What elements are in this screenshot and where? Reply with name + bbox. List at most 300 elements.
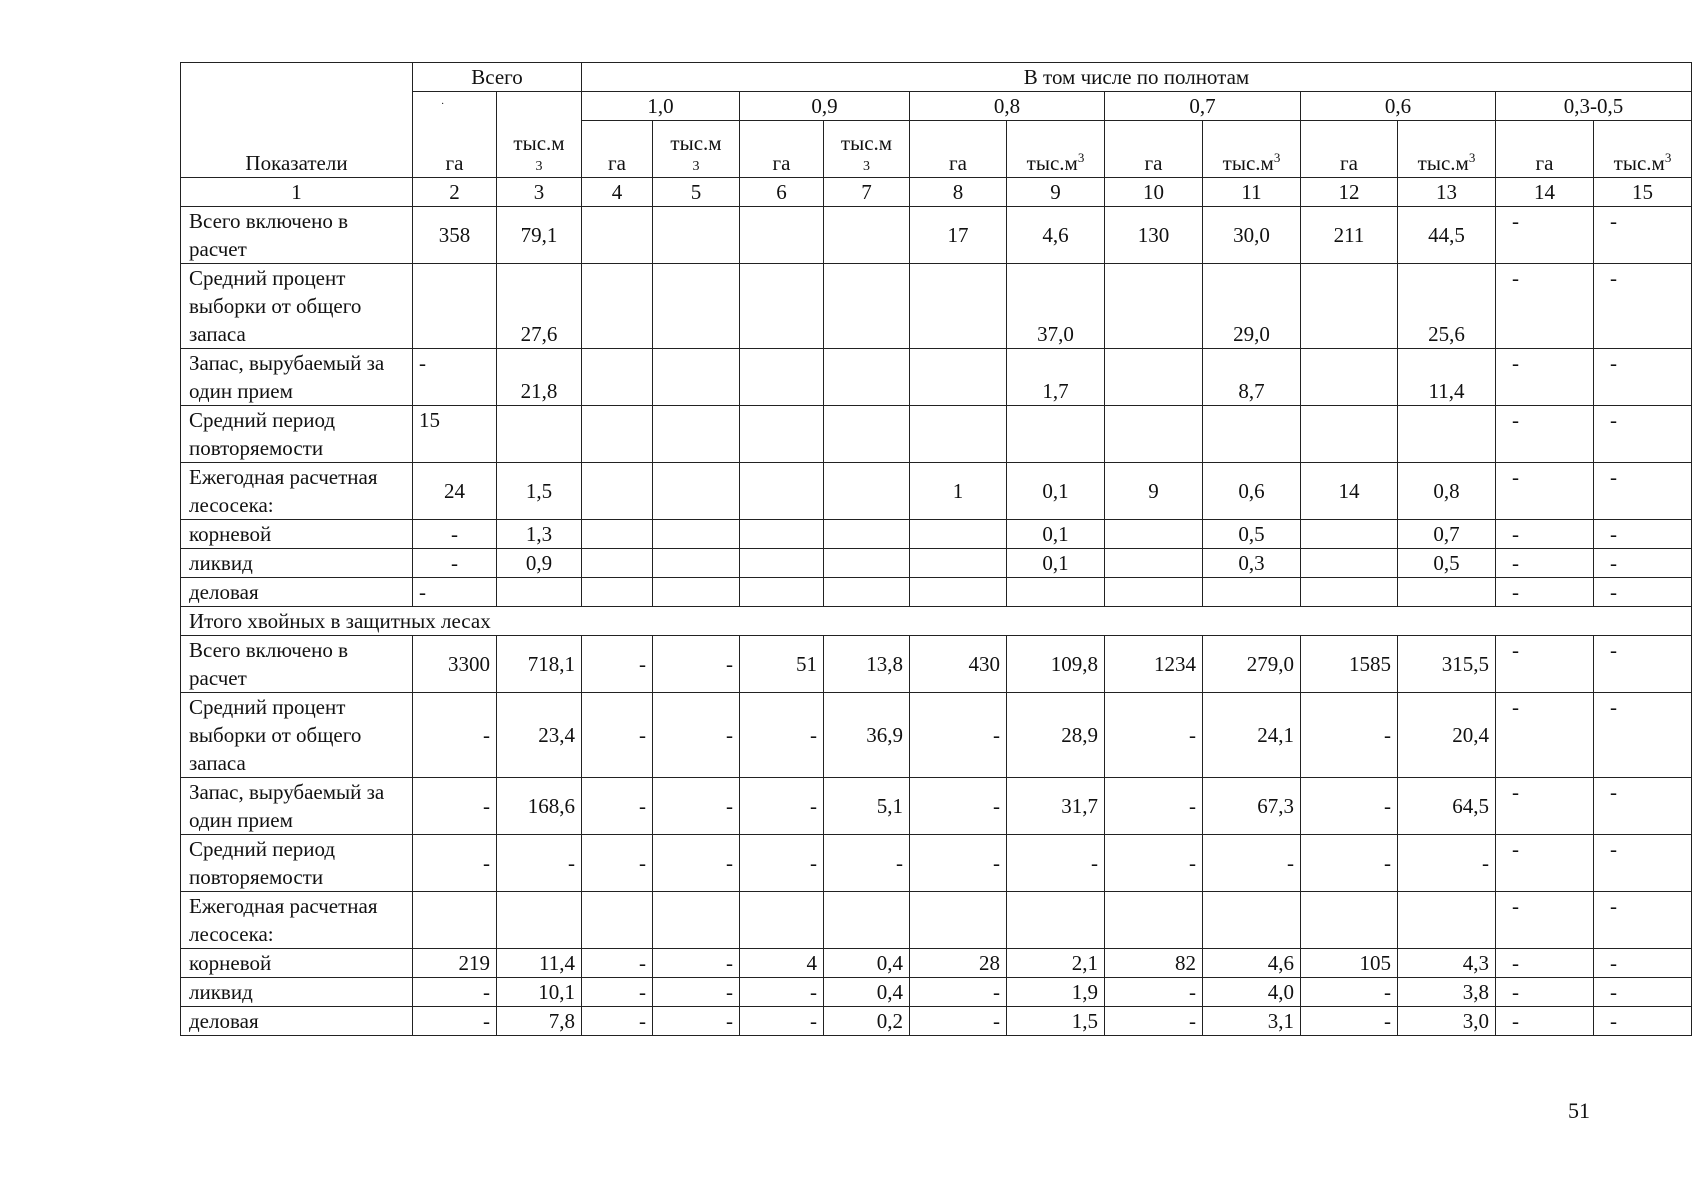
table-cell: 5,1 bbox=[824, 778, 910, 835]
table-row bbox=[181, 892, 1692, 949]
table-cell: 23,4 bbox=[497, 693, 582, 778]
table-cell bbox=[582, 549, 653, 578]
table-cell bbox=[582, 264, 653, 349]
table-cell bbox=[1105, 406, 1203, 463]
table-cell: - bbox=[824, 835, 910, 892]
table-cell: 13,8 bbox=[824, 636, 910, 693]
table-row bbox=[181, 207, 1692, 264]
table-cell: - bbox=[1301, 693, 1398, 778]
table-cell: - bbox=[653, 778, 740, 835]
table-cell bbox=[740, 578, 824, 607]
row-label: Всего включено в расчет bbox=[181, 636, 413, 693]
table-cell: - bbox=[1105, 978, 1203, 1007]
table-cell bbox=[824, 264, 910, 349]
table-cell bbox=[910, 349, 1007, 406]
table-cell: - bbox=[1496, 949, 1594, 978]
row-label: ликвид bbox=[181, 978, 413, 1007]
table-cell: 130 bbox=[1105, 207, 1203, 264]
table-cell: 64,5 bbox=[1398, 778, 1496, 835]
table-cell: - bbox=[1594, 693, 1692, 778]
table-cell: 7,8 bbox=[497, 1007, 582, 1036]
table-cell bbox=[740, 463, 824, 520]
column-numbers-row bbox=[181, 178, 1692, 207]
table-cell: - bbox=[1594, 949, 1692, 978]
table-cell: 1,5 bbox=[497, 463, 582, 520]
table-cell: 1,9 bbox=[1007, 978, 1105, 1007]
table-cell: 11,4 bbox=[1398, 349, 1496, 406]
table-cell bbox=[824, 406, 910, 463]
col-number: 4 bbox=[582, 178, 653, 207]
table-cell: - bbox=[413, 1007, 497, 1036]
table-cell: 79,1 bbox=[497, 207, 582, 264]
unit-ths-split: тыс.м 3 bbox=[653, 121, 740, 178]
table-cell: 3300 bbox=[413, 636, 497, 693]
table-cell: - bbox=[1594, 463, 1692, 520]
row-label: Средний период повторяемости bbox=[181, 406, 413, 463]
table-cell: - bbox=[910, 1007, 1007, 1036]
table-body-block-2 bbox=[181, 636, 1692, 1036]
table-cell: - bbox=[413, 549, 497, 578]
table-row bbox=[181, 549, 1692, 578]
table-cell: - bbox=[1594, 207, 1692, 264]
table-cell: 0,5 bbox=[1398, 549, 1496, 578]
table-cell bbox=[653, 207, 740, 264]
header-total: Всего bbox=[413, 63, 582, 92]
table-cell bbox=[1398, 892, 1496, 949]
table-cell: 358 bbox=[413, 207, 497, 264]
table-cell: - bbox=[1007, 835, 1105, 892]
row-label: Всего включено в расчет bbox=[181, 207, 413, 264]
row-label: корневой bbox=[181, 520, 413, 549]
table-cell bbox=[824, 549, 910, 578]
table-cell: - bbox=[1594, 835, 1692, 892]
unit-ths: $тыс.м^3$ bbox=[1398, 121, 1496, 178]
col-number: 15 bbox=[1594, 178, 1692, 207]
table-cell: - bbox=[1594, 636, 1692, 693]
unit-ha: га bbox=[740, 121, 824, 178]
table-cell bbox=[910, 520, 1007, 549]
table-cell: - bbox=[1496, 835, 1594, 892]
table-cell: 31,7 bbox=[1007, 778, 1105, 835]
table-cell: - bbox=[1301, 978, 1398, 1007]
table-row bbox=[181, 1007, 1692, 1036]
table-cell bbox=[653, 520, 740, 549]
table-cell bbox=[582, 207, 653, 264]
unit-ha: га bbox=[1105, 121, 1203, 178]
table-cell: - bbox=[413, 778, 497, 835]
table-cell: - bbox=[1398, 835, 1496, 892]
table-cell bbox=[740, 406, 824, 463]
table-row bbox=[181, 578, 1692, 607]
table-cell bbox=[740, 520, 824, 549]
table-cell bbox=[1007, 578, 1105, 607]
table-cell: 14 bbox=[1301, 463, 1398, 520]
table-cell bbox=[1105, 549, 1203, 578]
table-cell: 315,5 bbox=[1398, 636, 1496, 693]
table-cell: - bbox=[1496, 778, 1594, 835]
table-cell: - bbox=[653, 693, 740, 778]
table-cell: 219 bbox=[413, 949, 497, 978]
unit-ha: га bbox=[1496, 121, 1594, 178]
table-cell bbox=[1007, 892, 1105, 949]
table-cell bbox=[824, 520, 910, 549]
table-row bbox=[181, 264, 1692, 349]
density-0-6: 0,6 bbox=[1301, 92, 1496, 121]
table-cell bbox=[582, 520, 653, 549]
table-cell: - bbox=[1594, 778, 1692, 835]
table-cell: 37,0 bbox=[1007, 264, 1105, 349]
table-row bbox=[181, 349, 1692, 406]
forest-use-table bbox=[180, 62, 1692, 1036]
table-cell: - bbox=[1105, 1007, 1203, 1036]
table-cell: 27,6 bbox=[497, 264, 582, 349]
table-cell: 36,9 bbox=[824, 693, 910, 778]
table-cell: - bbox=[1594, 578, 1692, 607]
row-label: Запас, вырубаемый за один прием bbox=[181, 349, 413, 406]
header-indicators: Показатели bbox=[181, 63, 413, 178]
table-row bbox=[181, 693, 1692, 778]
table-cell: 718,1 bbox=[497, 636, 582, 693]
table-cell: - bbox=[1496, 578, 1594, 607]
table-cell bbox=[740, 207, 824, 264]
table-cell: 4,3 bbox=[1398, 949, 1496, 978]
table-cell: - bbox=[1594, 406, 1692, 463]
header-including: В том числе по полнотам bbox=[582, 63, 1692, 92]
col-number: 9 bbox=[1007, 178, 1105, 207]
table-cell bbox=[910, 549, 1007, 578]
table-cell: 51 bbox=[740, 636, 824, 693]
table-cell bbox=[582, 349, 653, 406]
table-cell bbox=[1398, 406, 1496, 463]
table-cell bbox=[740, 549, 824, 578]
table-cell bbox=[740, 892, 824, 949]
table-cell: 0,4 bbox=[824, 978, 910, 1007]
table-cell: 24,1 bbox=[1203, 693, 1301, 778]
table-cell bbox=[1105, 578, 1203, 607]
table-cell bbox=[740, 264, 824, 349]
row-label: Запас, вырубаемый за один прием bbox=[181, 778, 413, 835]
unit-ths: $тыс.м^3$ bbox=[1594, 121, 1692, 178]
table-cell: 3,1 bbox=[1203, 1007, 1301, 1036]
table-cell: 0,3 bbox=[1203, 549, 1301, 578]
table-cell: - bbox=[1105, 693, 1203, 778]
table-cell: - bbox=[653, 835, 740, 892]
col-number: 3 bbox=[497, 178, 582, 207]
table-cell: 3,0 bbox=[1398, 1007, 1496, 1036]
table-cell bbox=[1203, 578, 1301, 607]
table-row bbox=[181, 778, 1692, 835]
table-row bbox=[181, 978, 1692, 1007]
table-body-block-1 bbox=[181, 207, 1692, 607]
header-row-1 bbox=[181, 63, 1692, 92]
table-cell: 8,7 bbox=[1203, 349, 1301, 406]
table-cell: - bbox=[413, 520, 497, 549]
table-cell bbox=[1301, 520, 1398, 549]
header-total-ha: га bbox=[413, 92, 497, 178]
table-cell: - bbox=[582, 1007, 653, 1036]
table-cell: - bbox=[582, 636, 653, 693]
table-cell: - bbox=[1496, 264, 1594, 349]
table-cell bbox=[653, 264, 740, 349]
table-cell: 10,1 bbox=[497, 978, 582, 1007]
table-cell bbox=[910, 406, 1007, 463]
table-cell: - bbox=[1594, 978, 1692, 1007]
row-label: Средний период повторяемости bbox=[181, 835, 413, 892]
table-cell bbox=[1105, 520, 1203, 549]
table-cell: 0,2 bbox=[824, 1007, 910, 1036]
table-cell: 15 bbox=[413, 406, 497, 463]
density-0-8: 0,8 bbox=[910, 92, 1105, 121]
table-cell bbox=[824, 578, 910, 607]
table-cell bbox=[824, 349, 910, 406]
table-cell: - bbox=[1594, 892, 1692, 949]
table-cell bbox=[1398, 578, 1496, 607]
table-row bbox=[181, 406, 1692, 463]
table-cell: - bbox=[1594, 549, 1692, 578]
density-1-0: 1,0 bbox=[582, 92, 740, 121]
table-row bbox=[181, 520, 1692, 549]
table-cell: - bbox=[1496, 520, 1594, 549]
table-cell: - bbox=[910, 693, 1007, 778]
table-cell bbox=[740, 349, 824, 406]
table-cell: 0,8 bbox=[1398, 463, 1496, 520]
table-cell bbox=[1105, 264, 1203, 349]
table-cell: 21,8 bbox=[497, 349, 582, 406]
table-cell bbox=[497, 578, 582, 607]
table-cell: - bbox=[1496, 978, 1594, 1007]
table-cell bbox=[1301, 406, 1398, 463]
table-cell: - bbox=[1496, 636, 1594, 693]
table-cell: 24 bbox=[413, 463, 497, 520]
table-cell: - bbox=[582, 949, 653, 978]
table-cell: 168,6 bbox=[497, 778, 582, 835]
stray-mark: · bbox=[441, 99, 445, 110]
table-cell: - bbox=[1301, 778, 1398, 835]
table-cell bbox=[1105, 892, 1203, 949]
table-row bbox=[181, 463, 1692, 520]
row-label: деловая bbox=[181, 1007, 413, 1036]
row-label: Ежегодная расчетная лесосека: bbox=[181, 892, 413, 949]
table-cell: - bbox=[740, 835, 824, 892]
table-cell: 1 bbox=[910, 463, 1007, 520]
table-cell: - bbox=[653, 1007, 740, 1036]
table-cell: - bbox=[1496, 406, 1594, 463]
table-cell: 25,6 bbox=[1398, 264, 1496, 349]
table-cell: 29,0 bbox=[1203, 264, 1301, 349]
table-cell: 4 bbox=[740, 949, 824, 978]
col-number: 8 bbox=[910, 178, 1007, 207]
table-cell: 11,4 bbox=[497, 949, 582, 978]
table-cell: 2,1 bbox=[1007, 949, 1105, 978]
table-cell: 0,1 bbox=[1007, 549, 1105, 578]
table-cell: 9 bbox=[1105, 463, 1203, 520]
table-cell: - bbox=[413, 693, 497, 778]
col-number: 14 bbox=[1496, 178, 1594, 207]
table-cell: - bbox=[740, 978, 824, 1007]
table-cell: - bbox=[582, 835, 653, 892]
table-cell: - bbox=[740, 693, 824, 778]
table-cell: 28 bbox=[910, 949, 1007, 978]
table-cell: - bbox=[1496, 463, 1594, 520]
table-cell: - bbox=[1496, 693, 1594, 778]
col-number: 12 bbox=[1301, 178, 1398, 207]
table-cell: - bbox=[413, 978, 497, 1007]
table-cell: 0,4 bbox=[824, 949, 910, 978]
col-number: 13 bbox=[1398, 178, 1496, 207]
table-cell bbox=[582, 406, 653, 463]
row-label: ликвид bbox=[181, 549, 413, 578]
table-cell: - bbox=[1105, 778, 1203, 835]
table-cell bbox=[1301, 349, 1398, 406]
table-cell bbox=[497, 406, 582, 463]
table-cell bbox=[910, 892, 1007, 949]
table-cell: - bbox=[582, 778, 653, 835]
table-cell bbox=[653, 463, 740, 520]
table-cell: - bbox=[1594, 1007, 1692, 1036]
table-cell: - bbox=[1496, 207, 1594, 264]
table-cell: - bbox=[653, 636, 740, 693]
unit-ths-split: тыс.м 3 bbox=[824, 121, 910, 178]
table-cell: 0,9 bbox=[497, 549, 582, 578]
table-cell: 4,6 bbox=[1203, 949, 1301, 978]
col-number: 1 bbox=[181, 178, 413, 207]
table-cell: 82 bbox=[1105, 949, 1203, 978]
row-label: деловая bbox=[181, 578, 413, 607]
row-label: корневой bbox=[181, 949, 413, 978]
table-cell: 44,5 bbox=[1398, 207, 1496, 264]
table-cell bbox=[824, 463, 910, 520]
table-cell: - bbox=[740, 778, 824, 835]
table-cell bbox=[653, 549, 740, 578]
table-cell: 279,0 bbox=[1203, 636, 1301, 693]
table-cell: 105 bbox=[1301, 949, 1398, 978]
table-cell: 30,0 bbox=[1203, 207, 1301, 264]
table-cell bbox=[1301, 549, 1398, 578]
table-cell: - bbox=[910, 835, 1007, 892]
table-cell: 67,3 bbox=[1203, 778, 1301, 835]
table-cell: 430 bbox=[910, 636, 1007, 693]
table-cell bbox=[582, 578, 653, 607]
row-label: Средний процент выборки от общего запаса bbox=[181, 264, 413, 349]
table-cell: - bbox=[1203, 835, 1301, 892]
table-cell: 0,1 bbox=[1007, 520, 1105, 549]
table-cell: 0,6 bbox=[1203, 463, 1301, 520]
row-label: Средний процент выборки от общего запаса bbox=[181, 693, 413, 778]
header-total-ths bbox=[497, 92, 582, 178]
forest-table-sheet bbox=[180, 62, 1692, 1036]
table-cell: - bbox=[910, 978, 1007, 1007]
table-cell: - bbox=[740, 1007, 824, 1036]
table-cell bbox=[1203, 406, 1301, 463]
unit-ha: га bbox=[1301, 121, 1398, 178]
table-cell bbox=[1203, 892, 1301, 949]
unit-ha: га bbox=[582, 121, 653, 178]
table-cell: 28,9 bbox=[1007, 693, 1105, 778]
table-cell: - bbox=[413, 349, 497, 406]
section-title-row bbox=[181, 607, 1692, 636]
table-row bbox=[181, 835, 1692, 892]
table-cell bbox=[653, 892, 740, 949]
table-cell bbox=[653, 349, 740, 406]
table-cell: - bbox=[910, 778, 1007, 835]
table-cell: - bbox=[1496, 349, 1594, 406]
table-cell: 109,8 bbox=[1007, 636, 1105, 693]
table-cell: 3,8 bbox=[1398, 978, 1496, 1007]
table-cell: 1585 bbox=[1301, 636, 1398, 693]
table-cell bbox=[824, 207, 910, 264]
table-cell bbox=[1301, 264, 1398, 349]
table-cell: 20,4 bbox=[1398, 693, 1496, 778]
col-number: 10 bbox=[1105, 178, 1203, 207]
table-cell bbox=[413, 264, 497, 349]
table-cell bbox=[1301, 578, 1398, 607]
table-cell bbox=[1105, 349, 1203, 406]
table-cell: - bbox=[413, 835, 497, 892]
table-cell bbox=[582, 463, 653, 520]
table-cell: 1,7 bbox=[1007, 349, 1105, 406]
table-cell: 0,1 bbox=[1007, 463, 1105, 520]
table-cell bbox=[910, 578, 1007, 607]
section-title: Итого хвойных в защитных лесах bbox=[181, 607, 1692, 636]
page-number: 51 bbox=[1568, 1098, 1590, 1123]
row-label: Ежегодная расчетная лесосека: bbox=[181, 463, 413, 520]
table-row bbox=[181, 636, 1692, 693]
table-cell bbox=[824, 892, 910, 949]
col-number: 2 bbox=[413, 178, 497, 207]
table-cell bbox=[582, 892, 653, 949]
col-number: 7 bbox=[824, 178, 910, 207]
table-cell: - bbox=[582, 693, 653, 778]
table-cell: - bbox=[497, 835, 582, 892]
table-cell: 1234 bbox=[1105, 636, 1203, 693]
table-cell: 1,3 bbox=[497, 520, 582, 549]
table-row bbox=[181, 949, 1692, 978]
table-cell: 4,6 bbox=[1007, 207, 1105, 264]
table-cell: 1,5 bbox=[1007, 1007, 1105, 1036]
unit-ths: $тыс.м^3$ bbox=[1203, 121, 1301, 178]
table-cell: - bbox=[1496, 549, 1594, 578]
table-cell: - bbox=[1301, 1007, 1398, 1036]
unit-split: тыс.м 3 bbox=[513, 131, 565, 174]
unit-ha: га bbox=[910, 121, 1007, 178]
table-cell bbox=[653, 578, 740, 607]
table-cell: - bbox=[1594, 520, 1692, 549]
table-cell bbox=[497, 892, 582, 949]
table-cell bbox=[653, 406, 740, 463]
table-cell bbox=[413, 892, 497, 949]
table-cell: - bbox=[653, 978, 740, 1007]
table-cell: - bbox=[582, 978, 653, 1007]
unit-ths: $тыс.м^3$ bbox=[1007, 121, 1105, 178]
table-cell: - bbox=[1594, 349, 1692, 406]
col-number: 5 bbox=[653, 178, 740, 207]
table-cell: 0,7 bbox=[1398, 520, 1496, 549]
table-cell: 4,0 bbox=[1203, 978, 1301, 1007]
density-0-3-0-5: 0,3-0,5 bbox=[1496, 92, 1692, 121]
table-cell: 17 bbox=[910, 207, 1007, 264]
table-cell: 0,5 bbox=[1203, 520, 1301, 549]
density-0-9: 0,9 bbox=[740, 92, 910, 121]
col-number: 11 bbox=[1203, 178, 1301, 207]
table-cell: - bbox=[1301, 835, 1398, 892]
table-cell: - bbox=[653, 949, 740, 978]
table-cell bbox=[1301, 892, 1398, 949]
table-cell: - bbox=[1105, 835, 1203, 892]
table-cell bbox=[910, 264, 1007, 349]
table-cell: - bbox=[1594, 264, 1692, 349]
col-number: 6 bbox=[740, 178, 824, 207]
density-0-7: 0,7 bbox=[1105, 92, 1301, 121]
